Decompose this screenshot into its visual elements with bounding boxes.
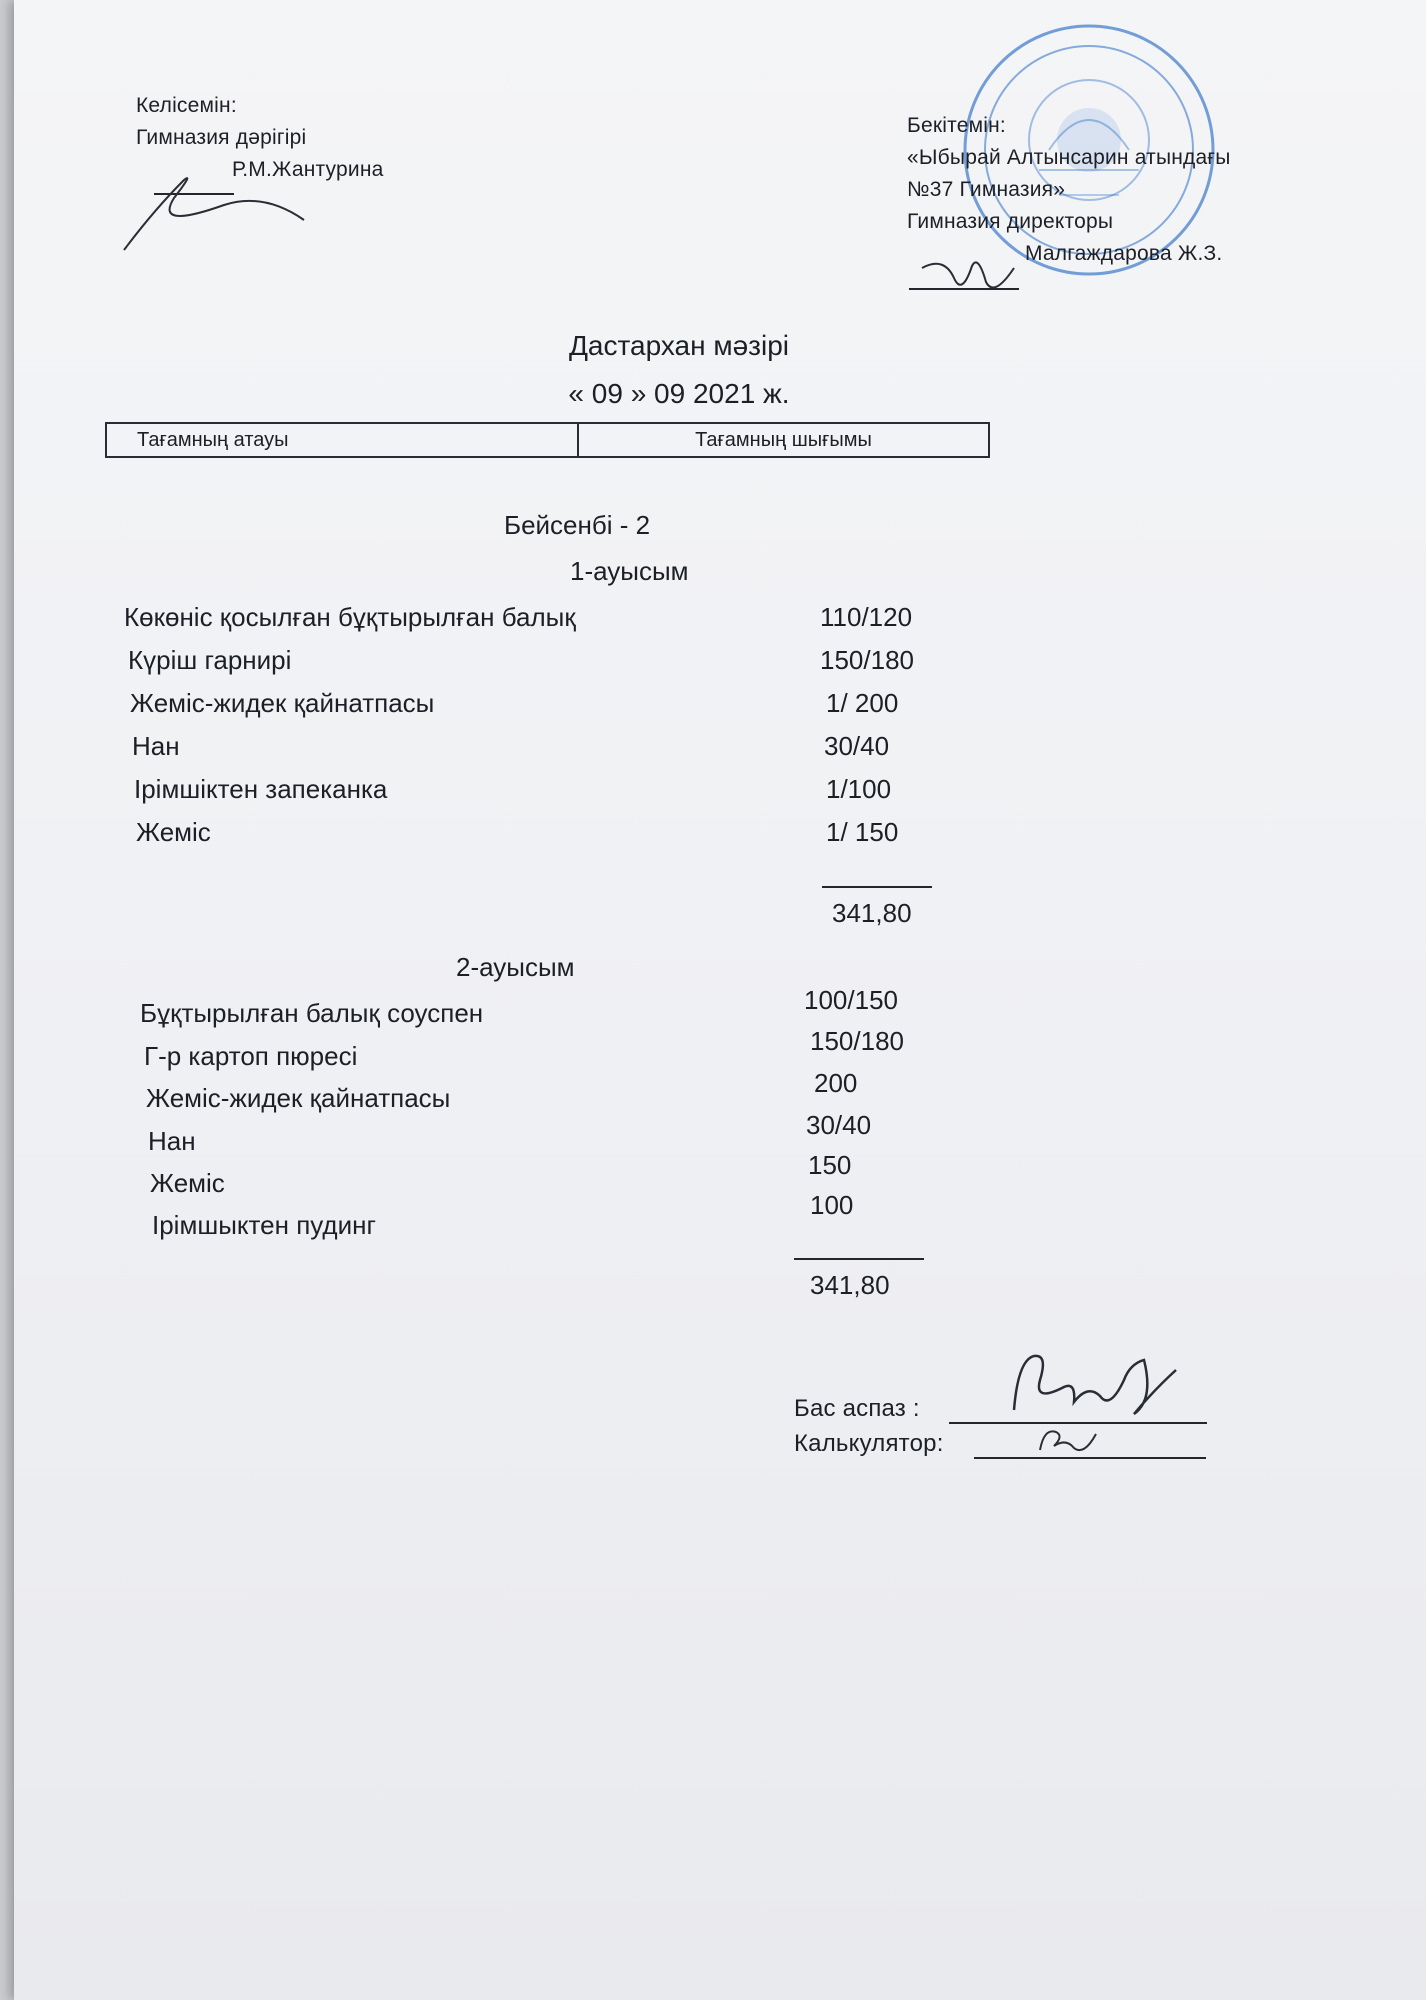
shift2-total: 341,80 [810, 1270, 890, 1300]
approval-right-school-line2: №37 Гимназия» [907, 178, 1066, 201]
shift1-item-name: Жеміс-жидек қайнатпасы [130, 688, 435, 718]
shift1-total: 341,80 [832, 898, 912, 928]
shift1-item-yield: 1/ 200 [826, 688, 899, 718]
column-header-yield: Тағамның шығымы [695, 429, 872, 451]
column-header-dish-name: Тағамның атауы [107, 424, 579, 456]
approval-right-signature [914, 248, 1024, 308]
shift2-item-yield: 150/180 [810, 1026, 904, 1056]
shift2-item-yield: 150 [808, 1150, 852, 1180]
shift2-total-rule [794, 1258, 924, 1260]
approval-right [907, 110, 1231, 270]
shift2-item-name: Жеміс-жидек қайнатпасы [146, 1083, 451, 1113]
shift2-item-name: Г-р картоп пюресі [144, 1041, 358, 1071]
menu-title: Дастархан мәзірі [568, 330, 790, 361]
shift2-item-yield: 100 [810, 1190, 854, 1220]
approval-right-school-line1: «Ыбырай Алтынсарин атындағы [907, 146, 1231, 169]
shift1-title: 1-ауысым [570, 556, 689, 586]
shift2-item-name: Жеміс [150, 1168, 225, 1198]
calculator-label: Калькулятор: [794, 1430, 944, 1457]
shift2-item-yield: 30/40 [806, 1110, 872, 1140]
shift2-item-name: Ірімшыктен пудинг [152, 1210, 376, 1240]
shift1-item-yield: 110/120 [820, 602, 913, 632]
shift1-item-yield: 30/40 [824, 731, 890, 761]
approval-left-position: Гимназия дәрігірі [136, 126, 307, 149]
approval-right-name: Малгаждарова Ж.З. [1025, 242, 1223, 265]
shift1-item-name: Жеміс [136, 817, 211, 847]
head-chef-label: Бас аспаз : [794, 1395, 920, 1422]
shift2-item-yield: 100/150 [804, 985, 898, 1015]
shift1-total-rule [822, 886, 932, 888]
shift1-item-yield: 150/180 [820, 645, 914, 675]
approval-right-label: Бекітемін: [907, 114, 1006, 137]
calculator-signature [1034, 1420, 1104, 1460]
approval-left-signature [114, 150, 314, 260]
shift2-item-name: Нан [148, 1126, 196, 1156]
menu-date: « 09 » 09 2021 ж. [568, 378, 790, 409]
shift2-item-name: Бұқтырылған балық соуспен [140, 998, 484, 1028]
shift1-item-yield: 1/100 [826, 774, 892, 804]
column-header-table [105, 422, 990, 458]
head-chef-signature [1004, 1340, 1184, 1430]
shift2-title: 2-ауысым [456, 952, 575, 982]
shift1-item-name: Ірімшіктен запеканка [134, 774, 388, 804]
shift2-item-yield: 200 [814, 1068, 858, 1098]
approval-left-name: Р.М.Жантурина [232, 158, 384, 181]
approval-right-position: Гимназия директоры [907, 210, 1114, 233]
document-page [14, 0, 1426, 2000]
shift1-item-name: Көкөніс қосылған бұқтырылған балық [124, 602, 576, 632]
shift1-item-name: Күріш гарнирі [128, 645, 292, 675]
day-label: Бейсенбі - 2 [504, 510, 651, 540]
approval-left-label: Келісемін: [136, 94, 237, 117]
shift1-item-name: Нан [132, 731, 180, 761]
shift1-item-yield: 1/ 150 [826, 817, 899, 847]
